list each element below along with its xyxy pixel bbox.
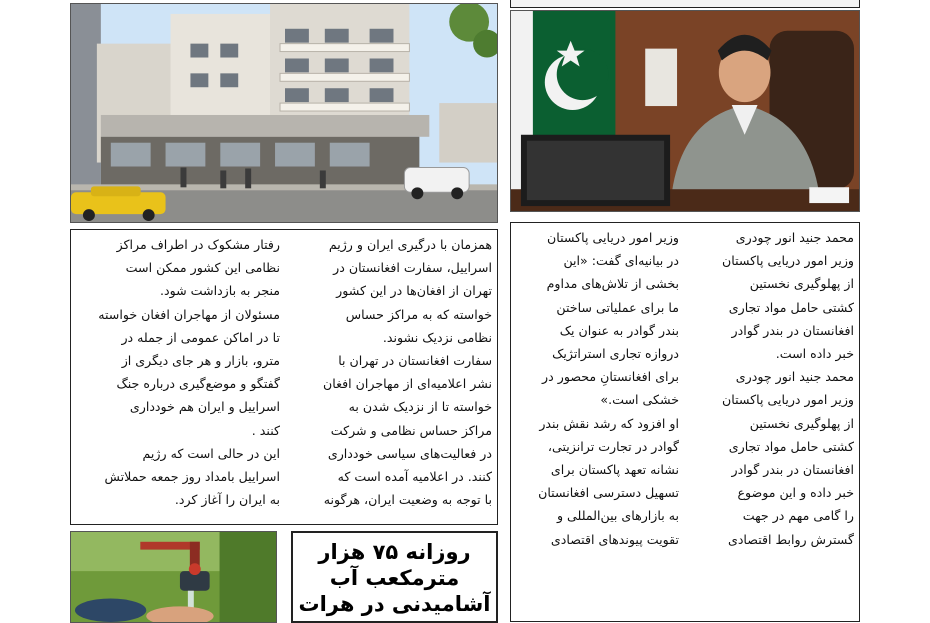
text-line: خواسته تا از نزدیک شدن به [348, 399, 492, 415]
text-line: بندر گوادر به عنوان یک [559, 322, 679, 338]
text-line: تا در اماکن عمومی از جمله در [121, 329, 280, 345]
headline-line: مترمکعب آب [329, 566, 460, 590]
headline-box [291, 531, 498, 623]
text-line: افغانستان در بندر گوادر [731, 462, 854, 478]
text-line: اسراییل، سفارت افغانستان در [333, 260, 492, 276]
text-line: در بیانیه‌ای گفت: «این [563, 253, 679, 269]
text-line: سفارت افغانستان در تهران با [338, 353, 492, 369]
text-line: مترو، بازار و هر جای دیگری از [121, 353, 280, 369]
text-line: نشر اعلامیه‌ای از مهاجران افغان [322, 376, 492, 392]
text-line: کشتی حامل مواد تجاری [728, 438, 854, 454]
text-line: خشکی است.» [600, 392, 679, 408]
headline-line: آشامیدنی در هرات [298, 592, 491, 616]
headline [293, 539, 496, 617]
text-line: تسهیل دسترسی افغانستان [538, 485, 679, 501]
text-line: را گامی مهم در جهت [742, 508, 854, 524]
text-line: کشتی حامل مواد تجاری [728, 299, 854, 315]
text-line: در فعالیت‌های سیاسی خودداری [327, 445, 492, 461]
water-tap-photo [70, 531, 277, 623]
text-line: او افزود که رشد نقش بندر [539, 415, 679, 431]
text-line: وزیر امور دریایی پاکستان [547, 230, 679, 245]
building-photo [70, 3, 498, 223]
text-line: گوادر در تجارت ترانزیتی، [547, 438, 679, 454]
text-line: دروازه تجاری استراتژیک [552, 346, 679, 362]
text-line: گسترش روابط اقتصادی [727, 531, 854, 547]
text-line: از پهلوگیری نخستین [749, 276, 854, 292]
text-line: ما برای عملیاتی ساختن [556, 299, 679, 315]
text-line: اسراییل بامداد روز جمعه حملاتش [104, 469, 280, 485]
text-line: محمد جنید انور چودری [735, 369, 854, 385]
article-column-mid-left [288, 233, 492, 521]
text-line: کنند. در اعلامیه آمده است که [337, 469, 492, 485]
text-line: با توجه به وضعیت ایران، هرگونه [323, 492, 492, 508]
text-line: تهران از افغان‌ها در این کشور [336, 283, 492, 299]
text-line: خبر داده است. [775, 346, 854, 362]
text-line: گفتگو و موضع‌گیری درباره جنگ [116, 376, 280, 392]
text-line: نظامی این کشور ممکن است [125, 260, 280, 276]
article-column-mid-right [515, 226, 679, 620]
text-line: همزمان با درگیری ایران و رژیم [328, 237, 492, 252]
text-line: مسئولان از مهاجران افغان خواسته [98, 306, 280, 322]
text-line: نشانه تعهد پاکستان برای [550, 462, 679, 478]
minister-photo [510, 10, 860, 212]
text-line: اسراییل و ایران هم خودداری [129, 399, 280, 415]
text-line: نظامی نزدیک نشوند. [382, 329, 492, 345]
top-strip [510, 0, 860, 8]
text-line: برای افغانستانِ محصور در [542, 369, 679, 385]
text-line: رفتار مشکوک در اطراف مراکز [116, 237, 280, 252]
headline-line: روزانه ۷۵ هزار [318, 540, 471, 564]
text-line: مراکز حساس نظامی و شرکت [330, 422, 492, 438]
text-line: به ایران را آغاز کرد. [174, 492, 280, 508]
text-line: وزیر امور دریایی پاکستان [722, 392, 854, 408]
text-line: خواسته که به مراکز حساس [345, 306, 492, 322]
text-line: تقویت پیوندهای اقتصادی [550, 531, 679, 547]
text-line: بخشی از تلاش‌های مداوم [546, 276, 679, 292]
text-line: کنند . [251, 422, 280, 438]
article-column-right [690, 226, 854, 620]
text-line: منجر به بازداشت شود. [159, 283, 280, 299]
text-line: وزیر امور دریایی پاکستان [722, 253, 854, 269]
text-line: از پهلوگیری نخستین [749, 415, 854, 431]
text-line: خبر داده و این موضوع [737, 485, 854, 501]
text-line: به بازارهای بین‌المللی و [556, 508, 679, 524]
text-line: محمد جنید انور چودری [735, 230, 854, 245]
text-line: این در حالی است که رژیم [142, 445, 280, 461]
text-line: افغانستان در بندر گوادر [731, 322, 854, 338]
article-column-left [76, 233, 280, 521]
